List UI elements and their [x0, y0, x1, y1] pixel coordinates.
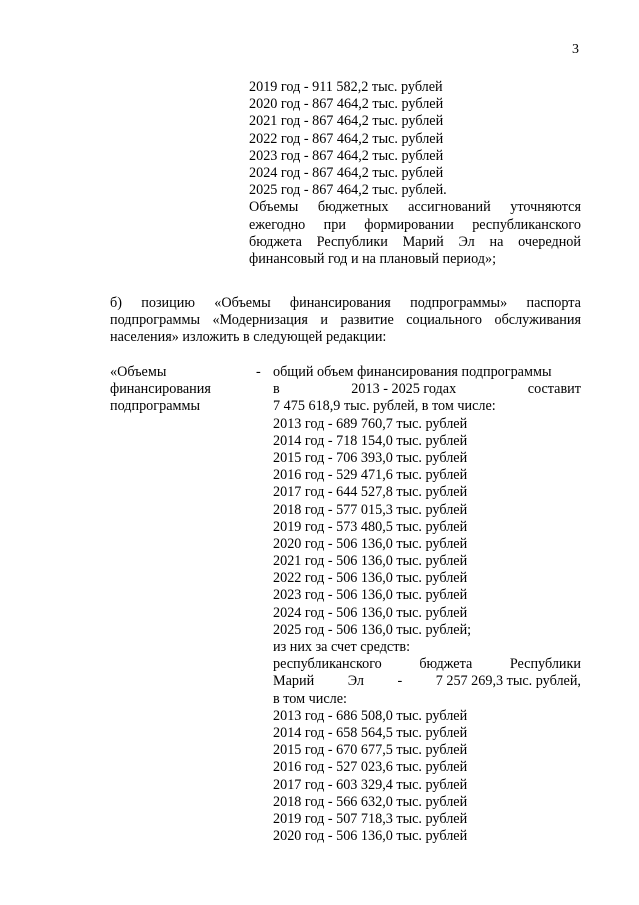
note-line — [249, 234, 581, 251]
year-line: 2016 год - 527 023,6 тыс. рублей — [273, 759, 468, 776]
year-line: 2017 год - 644 527,8 тыс. рублей — [273, 484, 468, 501]
rep-word: Республики — [509, 656, 581, 673]
year-line: 2020 год - 506 136,0 тыс. рублей — [273, 535, 468, 552]
year-line: 2020 год - 506 136,0 тыс. рублей — [273, 828, 468, 845]
total-line-2-word: составит — [527, 381, 581, 398]
year-line: 2023 год - 867 464,2 тыс. рублей — [249, 147, 444, 164]
paragraph-line-word: и — [320, 312, 328, 329]
total-line-2 — [273, 381, 581, 398]
year-line: 2022 год - 506 136,0 тыс. рублей — [273, 570, 468, 587]
note-line-word: формировании — [364, 216, 454, 233]
left-label — [110, 364, 260, 416]
paragraph-b — [110, 295, 581, 347]
rep-word: 7 257 269,3 тыс. рублей, — [435, 673, 581, 690]
label-line-2: финансирования — [110, 381, 211, 398]
paragraph-line — [110, 295, 581, 312]
note-line-word: Марий — [402, 233, 444, 250]
year-line: 2025 год - 867 464,2 тыс. рублей. — [249, 182, 447, 199]
year-line: 2022 год - 867 464,2 тыс. рублей — [249, 130, 444, 147]
paragraph-line-word: «Объемы — [214, 295, 271, 311]
rep-word: бюджета — [419, 656, 473, 673]
year-line: 2021 год - 506 136,0 тыс. рублей — [273, 553, 468, 570]
note-line-word: бюджета — [249, 233, 302, 250]
paragraph-line-word: подпрограммы» — [410, 295, 508, 311]
note-line-word: на — [489, 233, 504, 250]
label-line-1: «Объемы — [110, 364, 167, 380]
note-line-word: Эл — [458, 233, 475, 250]
rep-line-1 — [273, 656, 581, 673]
year-line: 2020 год - 867 464,2 тыс. рублей — [249, 96, 444, 113]
note-line-word: Объемы — [249, 199, 299, 216]
year-line: 2014 год - 718 154,0 тыс. рублей — [273, 432, 468, 449]
rep-word: - — [397, 673, 403, 690]
paragraph-line-word: б) — [110, 295, 122, 311]
rep-line-2 — [273, 673, 581, 690]
paragraph-b-lines — [110, 295, 581, 329]
rep-word: Марий — [273, 673, 315, 690]
total-line-2-period: 2013 - 2025 годах — [351, 381, 457, 398]
year-line: 2017 год - 603 329,4 тыс. рублей — [273, 776, 468, 793]
top-note-last-line: финансовый год и на плановый период»; — [249, 250, 497, 267]
label-line-3: подпрограммы — [110, 398, 200, 415]
note-line-word: очередной — [518, 233, 581, 250]
year-line: 2016 год - 529 471,6 тыс. рублей — [273, 467, 468, 484]
top-block — [249, 79, 581, 268]
paragraph-line-word: финансирования — [289, 295, 391, 311]
total-years-list — [273, 416, 581, 639]
year-line: 2023 год - 506 136,0 тыс. рублей — [273, 587, 468, 604]
year-line: 2013 год - 689 760,7 тыс. рублей — [273, 415, 468, 432]
rep-years-list — [273, 708, 581, 846]
year-line: 2021 год - 867 464,2 тыс. рублей — [249, 113, 444, 130]
year-line: 2019 год - 573 480,5 тыс. рублей — [273, 518, 468, 535]
total-line-2-word: в — [273, 381, 280, 398]
note-line-word: при — [323, 216, 346, 233]
sources-line: из них за счет средств: — [273, 639, 411, 655]
paragraph-line-word: обслуживания — [494, 312, 581, 329]
note-line-word: Республики — [316, 233, 388, 250]
note-line-word: уточняются — [510, 199, 581, 216]
year-line: 2015 год - 670 677,5 тыс. рублей — [273, 742, 468, 759]
paragraph-line-word: развитие — [340, 312, 394, 329]
year-line: 2018 год - 566 632,0 тыс. рублей — [273, 793, 468, 810]
year-line: 2015 год - 706 393,0 тыс. рублей — [273, 449, 468, 466]
page-number: 3 — [572, 42, 579, 57]
paragraph-line-word: социального — [406, 312, 483, 329]
note-line-word: ассигнований — [408, 199, 491, 216]
year-line: 2024 год - 506 136,0 тыс. рублей — [273, 604, 468, 621]
paragraph-line-word: паспорта — [526, 295, 581, 311]
rep-word: республиканского — [273, 656, 382, 673]
rep-word: Эл — [347, 673, 364, 690]
year-line: 2019 год - 911 582,2 тыс. рублей — [249, 79, 443, 95]
year-line: 2024 год - 867 464,2 тыс. рублей — [249, 164, 444, 181]
top-note — [249, 199, 581, 251]
paragraph-line-word: подпрограммы — [110, 312, 200, 329]
top-years-list — [249, 79, 581, 199]
paragraph-line-word: позицию — [141, 295, 195, 311]
year-line: 2019 год - 507 718,3 тыс. рублей — [273, 810, 468, 827]
note-line-word: республиканского — [472, 216, 581, 233]
note-line-word: ежегодно — [249, 216, 306, 233]
year-line: 2018 год - 577 015,3 тыс. рублей — [273, 501, 468, 518]
note-line — [249, 217, 581, 234]
paragraph-b-last-line: населения» изложить в следующей редакции: — [110, 329, 387, 346]
year-line: 2025 год - 506 136,0 тыс. рублей; — [273, 621, 472, 638]
rep-line-3: в том числе: — [273, 690, 347, 707]
paragraph-line — [110, 312, 581, 329]
note-line — [249, 199, 581, 216]
right-column — [273, 364, 581, 845]
total-line-1: общий объем финансирования подпрограммы — [273, 364, 552, 380]
year-line: 2013 год - 686 508,0 тыс. рублей — [273, 707, 468, 724]
label-dash: - — [256, 364, 261, 380]
total-line-3: 7 475 618,9 тыс. рублей, в том числе: — [273, 398, 496, 415]
paragraph-line-word: «Модернизация — [212, 312, 308, 329]
year-line: 2014 год - 658 564,5 тыс. рублей — [273, 724, 468, 741]
note-line-word: бюджетных — [317, 199, 389, 216]
